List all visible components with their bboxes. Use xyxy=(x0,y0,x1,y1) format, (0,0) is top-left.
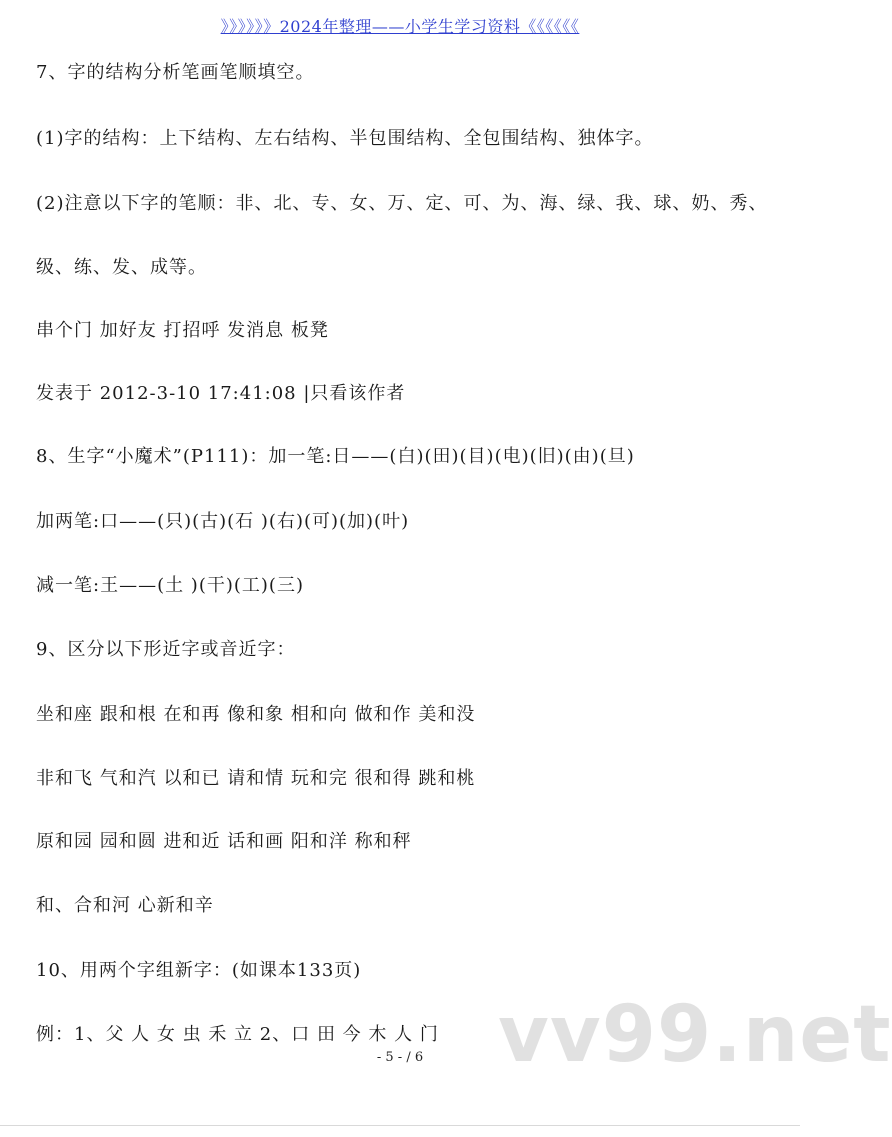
stroke-order-line-cont: 级、练、发、成等。 xyxy=(36,257,207,278)
section-8-title: 8、生字“小魔术”(P111)：加一笔:日——(白)(田)(目)(电)(旧)(由)(旦) xyxy=(36,446,635,467)
similar-chars-line-4: 和、合和河 心新和辛 xyxy=(36,895,214,916)
post-meta-line: 发表于 2012-3-10 17:41:08 |只看该作者 xyxy=(36,383,406,404)
add-two-strokes-line: 加两笔:口——(只)(古)(石 )(右)(可)(加)(叶) xyxy=(36,511,410,532)
similar-chars-line-3: 原和园 园和圆 进和近 话和画 阳和洋 称和秤 xyxy=(36,831,412,852)
structure-line: (1)字的结构：上下结构、左右结构、半包围结构、全包围结构、独体字。 xyxy=(36,128,654,149)
forum-actions-line: 串个门 加好友 打招呼 发消息 板凳 xyxy=(36,320,329,341)
watermark: vv99.net xyxy=(498,990,892,1080)
similar-chars-line-2: 非和飞 气和汽 以和已 请和情 玩和完 很和得 跳和桃 xyxy=(36,768,476,789)
page-bottom-rule xyxy=(0,1125,800,1126)
page-header: 》》》》》》2024年整理——小学生学习资料《《《《《《 xyxy=(220,17,580,36)
section-7-title: 7、字的结构分析笔画笔顺填空。 xyxy=(36,62,315,83)
page-number: - 5 - / 6 xyxy=(376,1050,424,1065)
example-line: 例：1、父 人 女 虫 禾 立 2、口 田 今 木 人 门 xyxy=(36,1024,439,1045)
similar-chars-line-1: 坐和座 跟和根 在和再 像和象 相和向 做和作 美和没 xyxy=(36,704,476,725)
stroke-order-line: (2)注意以下字的笔顺：非、北、专、女、万、定、可、为、海、绿、我、球、奶、秀、 xyxy=(36,193,768,214)
section-9-title: 9、区分以下形近字或音近字： xyxy=(36,639,296,660)
remove-one-stroke-line: 减一笔:王——(土 )(干)(工)(三) xyxy=(36,575,304,596)
section-10-title: 10、用两个字组新字：(如课本133页) xyxy=(36,960,362,981)
